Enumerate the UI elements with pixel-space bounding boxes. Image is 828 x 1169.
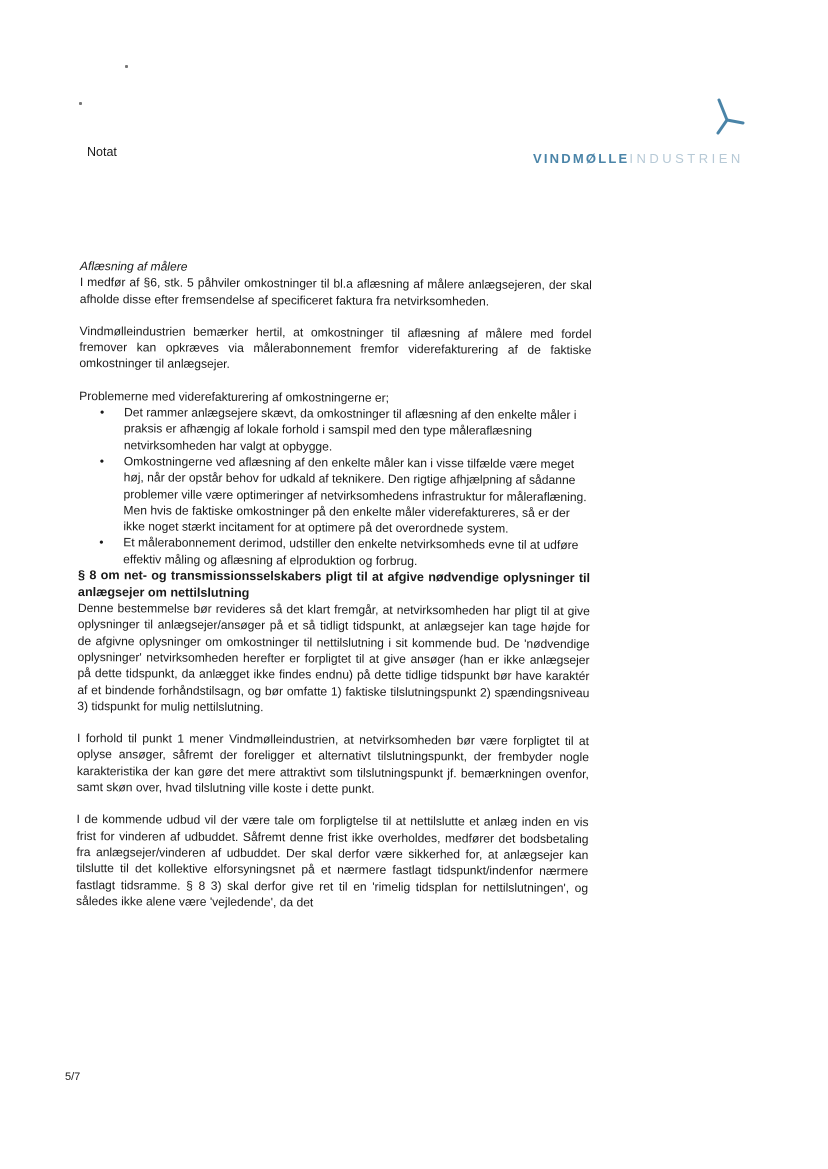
section-heading-paragraph-8: § 8 om net- og transmissionsselskabers pligt til at afgive nødvendige oplysninger til anlægsejer om nettilslutning (77, 568, 591, 600)
document-body (76, 258, 592, 912)
page-number: 5/7 (65, 1071, 81, 1083)
paragraph: I medfør af §6, stk. 5 påhviler omkostninger til bl.a aflæsning af målere anlægsejeren, der skal afholde disse efter fremsendelse af specificeret faktura fra netvirksomheden. (79, 275, 592, 309)
problems-intro: Problemerne med viderefakturering af omkostningerne er; (79, 388, 390, 405)
list-item: • Et målerabonnement derimod, udstiller den enkelte netvirksomheds evne til at udføre effektiv måling og aflæsning af elproduktion og forbrug. (123, 535, 590, 570)
section-heading-meter-reading: Aflæsning af målere (79, 258, 188, 274)
scan-speck (79, 102, 82, 105)
list-item: • Omkostningerne ved aflæsning af den enkelte måler kan i visse tilfælde være meget høj, når der opstår behov for udkald af teknikere. Den rigtige afhjælpning af sådanne problemer ville være optimeringer af netvirksomhedens infrastruktur for måleraflæning. Men hvis de faktiske omkostninger på den enkelte måler viderefaktureres, så er der ikke noget stærkt incitament for at optimere på det overordnede system. (123, 453, 590, 537)
scan-speck (125, 65, 128, 68)
vindmolleindustrien-logo (533, 96, 763, 176)
paragraph: I de kommende udbud vil der være tale om forpligtelse til at nettilslutte et anlæg inden en vis frist for vinderen af udbuddet. Såfremt denne frist ikke overholdes, medfører det bodsbetaling fra anlægsejer/vinderen af udbuddet. Der skal derfor være sikkerhed for, at anlægsejer kan tilslutte til det kollektive elforsyningsnet på et nærmere fastlagt tidspunkt/indenfor nærmere fastlagt tidsramme. § 8 3) skal derfor give ret til en 'rimelig tidsplan for nettilslutningen', og således ikke alene være 'vejledende', da det (76, 812, 589, 910)
paragraph: Vindmølleindustrien bemærker hertil, at omkostninger til aflæsning af målere med fordel fremover kan opkræves via målerabonnement fremfor viderefakturering af de faktiske omkostninger til anlægsejer. (79, 323, 592, 372)
logo-wordmark (533, 151, 744, 166)
wind-turbine-icon (703, 96, 753, 136)
logo-wordmark-bold: VINDMØLLE (533, 151, 630, 166)
logo-wordmark-light: INDUSTRIEN (629, 151, 744, 166)
list-item: • Det rammer anlægsejere skævt, da omkostninger til aflæsning af den enkelte måler i praksis er afhængig af lokale forhold i samspil med den type måleraflæsning netvirksomheden har valgt at opbygge. (124, 404, 591, 456)
paragraph: I forhold til punkt 1 mener Vindmølleindustrien, at netvirksomheden bør være forpligtet til at oplyse ansøger, såfremt der foreligger et alternativt tilslutningspunkt, der frembyder nogle karakteristika der kan gøre det mere attraktivt som tilslutningspunkt jf. bemærkningen ovenfor, samt skøn over, hvad tilslutning ville koste i dette punkt. (76, 731, 590, 796)
paragraph: Denne bestemmelse bør revideres så det klart fremgår, at netvirksomheden har pligt til at give oplysninger til anlægsejer/ansøger på et så tidligt tidspunkt, at anlægsejer kan tage højde for de afgivne oplysninger om omkostninger til nettilslutning i sit kommende bud. De 'nødvendige oplysninger' netvirksomheden herefter er forpligtet til at give ansøger (han er ikke anlægsejer på dette tidspunkt, da anlægget ikke findes endnu) på dette tidlige tidspunkt bør have karaktér af et bindende forhåndstilsagn, og bør omfatte 1) faktiske tilslutningspunkt 2) spændingsniveau 3) tidspunkt for mulig nettilslutning. (77, 601, 590, 714)
document-type-label: Notat (87, 145, 117, 159)
problems-list (78, 404, 591, 570)
